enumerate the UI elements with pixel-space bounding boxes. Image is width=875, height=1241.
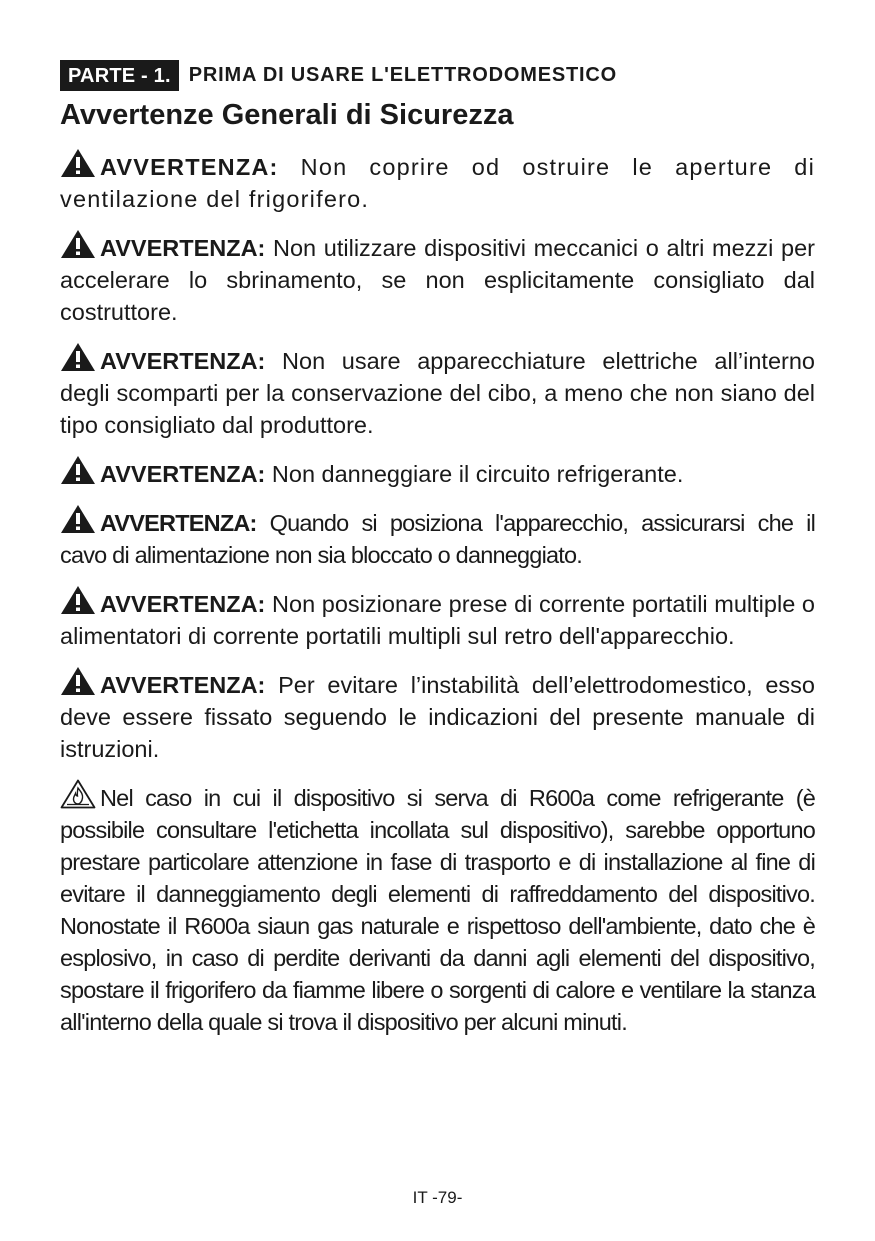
warning-triangle-icon xyxy=(60,504,96,534)
warning-triangle-icon xyxy=(60,455,96,485)
warning-text: Quando si posiziona l'apparecchio, assicurarsi che il cavo di alimentazione non sia bloccato o danneggiato. xyxy=(60,510,815,568)
warning-triangle-icon xyxy=(60,148,96,178)
flammable-warning-icon xyxy=(60,779,96,809)
warning-paragraph xyxy=(60,148,815,215)
warning-label: AVVERTENZA: xyxy=(100,154,279,180)
warnings-list xyxy=(60,148,815,1052)
warning-paragraph xyxy=(60,585,815,652)
warning-label: AVVERTENZA: xyxy=(100,510,257,536)
warning-paragraph xyxy=(60,229,815,328)
section-title: Avvertenze Generali di Sicurezza xyxy=(60,99,514,131)
warning-label: AVVERTENZA: xyxy=(100,235,266,261)
part-header xyxy=(60,60,617,91)
warning-label: AVVERTENZA: xyxy=(100,348,266,374)
warning-text: Non danneggiare il circuito refrigerante. xyxy=(265,461,684,487)
warning-triangle-icon xyxy=(60,585,96,615)
warning-text: Non posizionare prese di corrente portatili multiple o alimentatori di corrente portatili multipli sul retro dell'apparecchio. xyxy=(60,591,815,649)
warning-text: Non usare apparecchiature elettriche all’interno degli scomparti per la conservazione del cibo, a meno che non siano del tipo consigliato dal produttore. xyxy=(60,348,815,438)
warning-paragraph xyxy=(60,342,815,441)
flammable-note-paragraph xyxy=(60,779,815,1038)
warning-triangle-icon xyxy=(60,229,96,259)
warning-text: Non utilizzare dispositivi meccanici o altri mezzi per accelerare lo sbrinamento, se non esplicitamente consigliato dal costruttore. xyxy=(60,235,815,325)
flammable-note-text: Nel caso in cui il dispositivo si serva di R600a come refrigerante (è possibile consultare l'etichetta incollata sul dispositivo), sarebbe opportuno prestare particolare attenzione in fase di trasporto e di installazione al fine di evitare il danneggiamento degli elementi di raffreddamento del dispositivo. Nonostate il R600a siaun gas naturale e rispettoso dell'ambiente, dato che è esplosivo, in caso di perdite derivanti da danni agli elementi del dispositivo, spostare il frigorifero da fiamme libere o sorgenti di calore e ventilare la stanza all'interno della quale si trova il dispositivo per alcuni minuti. xyxy=(60,785,815,1035)
warning-text: Non coprire od ostruire le aperture di ventilazione del frigorifero. xyxy=(60,154,815,212)
warning-paragraph xyxy=(60,666,815,765)
warning-label: AVVERTENZA: xyxy=(100,672,266,698)
part-title: PRIMA DI USARE L'ELETTRODOMESTICO xyxy=(188,64,617,86)
page-number: IT -79- xyxy=(412,1188,463,1207)
warning-triangle-icon xyxy=(60,342,96,372)
warning-paragraph xyxy=(60,455,815,490)
warning-triangle-icon xyxy=(60,666,96,696)
warning-label: AVVERTENZA: xyxy=(100,591,266,617)
warning-label: AVVERTENZA: xyxy=(100,461,266,487)
part-badge: PARTE - 1. xyxy=(60,60,179,91)
warning-paragraph xyxy=(60,504,815,571)
warning-text: Per evitare l’instabilità dell’elettrodomestico, esso deve essere fissato seguendo le indicazioni del presente manuale di istruzioni. xyxy=(60,672,815,762)
